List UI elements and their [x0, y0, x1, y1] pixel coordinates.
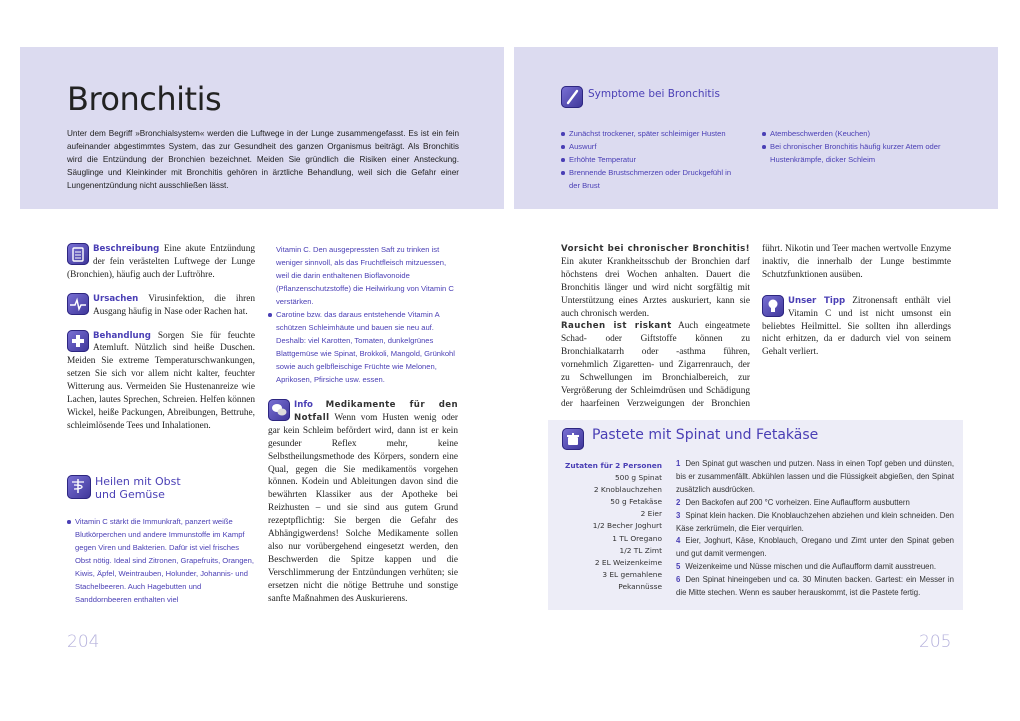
caduceus-icon: [67, 475, 91, 499]
beschreibung-block: [67, 243, 255, 282]
step-number: 2: [676, 497, 681, 507]
tipp-label: Unser Tipp: [788, 295, 846, 306]
symptoms-title: Symptome bei Bronchitis: [588, 88, 720, 100]
ingredient: 50 g Fetakäse: [610, 497, 662, 507]
step-text: Den Spinat hineingeben und ca. 30 Minuten backen. Gartest: ein Messer in die Mitte stechen. Wenn es sauber herauskommt, ist die Pastete fertig.: [676, 575, 954, 598]
tipp-text: Zitronensaft enthält viel Vitamin C und ist nicht umsonst ein beliebtes Heilmittel. Sie sollten ihn allerdings nicht erhitzen, da er dadurch viel von seinem Gehalt verliert.: [762, 295, 951, 358]
rauchen-label: Rauchen ist riskant: [561, 321, 672, 332]
ingredient: 1/2 TL Zimt: [619, 545, 662, 555]
lightbulb-icon: [762, 295, 784, 317]
ingredient: 1 TL Oregano: [612, 533, 662, 543]
list-item: Vitamin C. Den ausgepressten Saft zu trinken ist weniger sinnvoll, als das Fruchtfleisch mitzuessen, weil die darin enthaltenen Bioflavonoide (Pflanzenschutzstoffe) die Heilwirkung von Vitamin C verstärken.: [276, 245, 454, 306]
list-item: Zunächst trockener, später schleimiger Husten: [561, 127, 751, 140]
step-number: 5: [676, 562, 681, 572]
page-title: Bronchitis: [67, 80, 222, 118]
info-label: Info: [294, 400, 313, 410]
list-item: Atembeschwerden (Keuchen): [762, 127, 942, 140]
ursachen-block: [67, 293, 255, 319]
rauchen-text: Auch eingeatmete Schad- oder Giftstoffe können zu Bronchialkatarrh oder -asthma führen, vornehmlich Zigaretten- und Zigarrenrauch, der zu Schwellungen im Bronchialbereich, zur Vergrößerung der Schleimdrüsen und Schädigung der haarfeinen Verzweigungen der Bronchien führt. Nikotin und Teer machen wertvolle Enzyme inaktiv, die innerhalb der Lunge bestimmte Schutzfunktionen ausüben.: [561, 244, 951, 409]
step-text: Den Spinat gut waschen und putzen. Nass in einen Topf geben und dünsten, bis er zusammenfällt. Abkühlen lassen und die Flüssigkeit abgießen, den Spinat zusätzlich ausdrücken.: [676, 459, 954, 494]
heilen-list-part1: [67, 515, 255, 606]
cooking-pot-icon: [562, 428, 584, 450]
info-text: Wenn vom Husten wenig oder gar kein Schleim befördert wird, dann ist er kein gesunder Reflex mehr, keine Selbstheilungsmethode des Körpers, sondern eine Qual, gegen die Sie medikamentös vorgehen können. Kodein und Ableitungen davon sind die bewährten Klassiker aus der Apotheke bei Reizhusten – und sie sind aus gutem Grund rezeptpflichtig: Sie bergen die Gefahr des Abhängigwerdens! Solche Medikamente sollen also nur vorübergehend eingesetzt werden, den Beschwerden die Spitze kappen und die Verschlimmerung der Entzündungen verhüten; sie ersetzen nicht die nötige Bettruhe und sonstige sanfte Maßnahmen des Auskurierens.: [268, 412, 459, 604]
recipe-step: [676, 574, 954, 600]
recipe-step: [676, 497, 954, 510]
ingredient: 1/2 Becher Joghurt: [592, 521, 662, 531]
tipp-block: [762, 295, 951, 360]
recipe-title: Pastete mit Spinat und Fetakäse: [592, 427, 819, 443]
page-number-left: 204: [67, 632, 100, 652]
step-number: 4: [676, 536, 681, 546]
info-block: [268, 399, 458, 606]
behandlung-text: Sorgen Sie für feuchte Atemluft. Nützlich sind heiße Duschen. Meiden Sie extreme Temperaturschwankungen, setzen Sie sich vor allem nicht kalter, feuchter Witterung aus. Vermeiden Sie Hustenanreize wie Lachen, lautes Sprechen, Schreien. Helfen können Wickel, heiße Packungen, Abreibungen, Bettruhe, schleimlösende Tees und Inhalationen.: [67, 330, 256, 431]
list-item: Vitamin C stärkt die Immunkraft, panzert weiße Blutkörperchen und andere Immunstoffe im Kampf gegen Viren und Bakterien. Dafür ist viel frisches Obst nötig. Ideal sind Zitronen, Grapefruits, Orangen, Kiwis, Äpfel, Weintrauben, Holunder, Johannis- und Stachelbeeren. Auch Hagebutten und Sanddornbeeren enthalten viel: [67, 515, 255, 606]
ursachen-label: Ursachen: [93, 293, 139, 304]
list-item: Erhöhte Temperatur: [561, 153, 751, 166]
right-text-columns: [561, 243, 951, 413]
behandlung-label: Behandlung: [93, 330, 151, 341]
medical-cross-icon: [67, 330, 89, 352]
step-text: Weizenkeime und Nüsse mischen und die Auflaufform damit ausstreuen.: [685, 562, 936, 572]
ingredients-list: [556, 460, 662, 593]
ingredient: 2 Eier: [640, 509, 662, 519]
beschreibung-label: Beschreibung: [93, 244, 160, 254]
symptoms-list-col2: [762, 127, 942, 166]
speech-bubbles-icon: [268, 399, 290, 421]
heilen-title-line1: Heilen mit Obst: [95, 475, 181, 488]
recipe-step: [676, 458, 954, 497]
step-number: 1: [676, 459, 681, 468]
behandlung-block: [67, 330, 255, 433]
step-text: Eier, Joghurt, Käse, Knoblauch, Oregano und Zimt unter den Spinat geben und gut damit vermengen.: [676, 536, 954, 559]
ingredient: 3 EL gemahlene Pekannüsse: [602, 569, 662, 591]
heartbeat-icon: [67, 293, 89, 315]
ingredient: 500 g Spinat: [614, 473, 662, 483]
heilen-heading: [67, 475, 257, 501]
list-item: Brennende Brustschmerzen oder Druckgefühl in der Brust: [561, 166, 739, 192]
ingredient: 2 Knoblauchzehen: [593, 485, 662, 495]
thermometer-icon: [561, 86, 583, 108]
info-heading: Medikamente für den Notfall: [294, 400, 459, 423]
ingredients-heading: Zutaten für 2 Personen: [564, 461, 662, 470]
vorsicht-text: Ein akuter Krankheitsschub der Bronchien darf höchstens drei Wochen anhalten. Dauert die Bronchitis länger und wird nicht sorgfältig mit Unterstützung eines Arztes auskuriert, kann sie auch chronisch werden.: [561, 256, 750, 319]
recipe-box: [548, 420, 963, 610]
step-number: 3: [676, 510, 681, 520]
vorsicht-label: Vorsicht bei chronischer Bronchitis!: [561, 244, 750, 254]
recipe-step: [676, 561, 954, 574]
symptoms-list-col1: [561, 127, 751, 192]
beschreibung-text: Eine akute Entzündung der fein verästelten Luftwege der Lunge (Bronchien), häufig auch der Luftröhre.: [67, 244, 255, 280]
list-item: Bei chronischer Bronchitis häufig kurzer Atem oder Hustenkrämpfe, dicker Schleim: [762, 140, 942, 166]
heilen-list-part2: [268, 243, 458, 386]
ingredient: 2 EL Weizenkeime: [594, 557, 662, 567]
recipe-step: [676, 510, 954, 536]
step-text: Spinat klein hacken. Die Knoblauchzehen abziehen und klein schneiden. Den Käse zerkrümeln, die Eier verquirlen.: [676, 510, 954, 533]
clipboard-icon: [67, 243, 89, 265]
left-column-1: [67, 243, 255, 444]
list-item: Carotine bzw. das daraus entstehende Vitamin A schützen Schleimhäute und bauen sie neu auf. Deshalb: viel Karotten, Tomaten, dunkelgrünes Blattgemüse wie Spinat, Brokkoli, Mangold, Grünkohl sowie auch gelbfleischige Früchte wie Melonen, Aprikosen, Pfirsiche usw. essen.: [268, 308, 458, 386]
intro-text: Unter dem Begriff »Bronchialsystem« werden die Luftwege in der Lunge zusammengefasst. Es ist ein fein aufeinander abgestimmtes System, das zur Gesundheit des ganzen Organismus beiträgt. Als Bronchitis wird die Entzündung der Bronchien bezeichnet. Meiden Sie gründlich die Risiken einer Ansteckung. Säuglinge und Kleinkinder mit Bronchitis gehören in ärztliche Behandlung, weil sich die Gefahr einer Lungenentzündung nicht ausschließen lässt.: [67, 129, 459, 190]
heilen-title-line2: und Gemüse: [95, 488, 165, 501]
ursachen-text: Virusinfektion, die ihren Ausgang häufig in Nase oder Rachen hat.: [93, 293, 255, 317]
recipe-steps: [676, 458, 954, 600]
step-text: Den Backofen auf 200 °C vorheizen. Eine Auflaufform ausbuttern: [685, 497, 910, 507]
step-number: 6: [676, 575, 681, 585]
recipe-step: [676, 535, 954, 561]
page-number-right: 205: [919, 632, 952, 652]
list-item: Auswurf: [561, 140, 751, 153]
